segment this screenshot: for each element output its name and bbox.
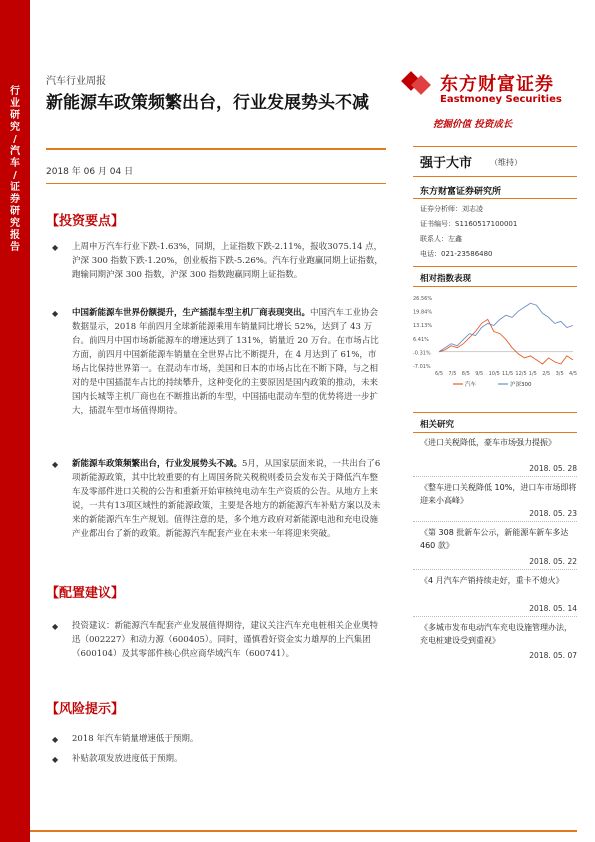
chart-divider [413,266,577,267]
report-date: 2018 年 06 月 04 日 [46,167,134,177]
x-tick-label: 10/5 [488,371,500,377]
report-category: 汽车行业周报 [46,76,106,87]
risk-item-2: 补贴款项发放进度低于预期。 [72,754,183,764]
related-separator [413,569,577,570]
x-tick-label: 6/5 [435,371,444,377]
x-tick-label: 3/5 [555,371,564,377]
invest-item-3: 新能源车政策频繁出台，行业发展势头不减。5月，从国家层面来说，一共出台了6项新能源政策，其中比较重要的有上周国务院关税税则委员会发布关于降低汽车整车及零部件进口关税的公告和重新开始审核纯电动车生产资质的公告。从地方上来说，一共有13项区域性的新能源政策，主要是各地方的新能源汽车补贴方案以及未来的新能源汽车生产规划。值得注意的是，多个地方政府对新能源电池和充电设施产业都出台了新的政策。新能源汽车配套产业在未来一年将迎来突破。 [72,459,381,539]
y-tick-label: 13.13% [413,323,433,330]
related-date-3: 2018. 05. 22 [529,557,577,566]
section-config [46,578,386,600]
section-invest [46,206,386,228]
analyst: 证券分析师：刘志凌 [420,205,483,213]
brand-slogan: 挖掘价值 投资成长 [433,119,513,130]
bullet-icon: ◆ [52,735,59,744]
institute-name: 东方财富证券研究所 [420,187,502,197]
x-tick-label: 8/5 [461,371,470,377]
related-item-4[interactable]: 《4 月汽车产销持续走好，重卡不熄火》 [420,576,564,585]
title-divider [46,148,386,150]
series-line-0 [439,319,573,364]
related-separator [413,616,577,617]
rating-divider-bottom [413,176,577,177]
brand-name-en: Eastmoney Securities [440,94,562,105]
rating-divider-top [413,146,577,147]
cert-number: 证书编号：S1160517100001 [420,220,518,228]
related-date-1: 2018. 05. 28 [529,464,577,473]
related-item-2[interactable]: 《整车进口关税降低 10%，进口车市场即将迎来小高峰》 [420,483,577,505]
risk-item-1: 2018 年汽车销量增速低于预期。 [72,734,199,744]
series-line-1 [439,303,573,352]
invest-item-2: 中国新能源车世界份额提升，生产插混车型主机厂商表现突出。中国汽车工业协会数据显示，2018 年前四月全球新能源乘用车销量同比增长 52%，达到了 43 万台。前四月中国市场新能源车的增速达到了 131%，销量近 20 万台。在市场占比方面，前四月中国新能源车销量在全世界占比不断提升，在 4 月达到了 61%，市场占比保持世界第一。在混动车市场，美国和日本的市场占比在不断下降，与之相对的是中国插混车占比的持续攀升，这种变化的主要原因是国内政策的推动，未来国内长城等主机厂商也在不断推出新的车型，中国插电混动车型的优势将进一步扩大，插混车型市场值得期待。 [72,308,379,416]
bullet-icon: ◆ [52,622,59,631]
relative-index-chart [413,292,577,390]
y-tick-label: 19.84% [413,309,433,316]
x-tick-label: 12/5 [515,371,527,377]
x-tick-label: 11/5 [502,371,514,377]
section-invest-title: 【投资要点】 [46,214,125,229]
page-title: 新能源车政策频繁出台，行业发展势头不减 [46,93,369,113]
bullet-icon: ◆ [52,755,59,764]
chart-title-divider [413,286,577,287]
chart-title: 相对指数表现 [420,274,472,284]
y-tick-label: 6.41% [413,336,429,343]
related-separator [413,521,577,522]
y-tick-label: -0.31% [413,350,431,357]
bullet-icon: ◆ [52,309,59,318]
x-tick-label: 1/5 [528,371,537,377]
institute-divider [413,198,577,199]
section-risk-title: 【风险提示】 [46,702,125,717]
x-tick-label: 7/5 [448,371,457,377]
related-divider [413,412,577,413]
contact: 联系人：左鑫 [420,235,462,243]
rating-sub: （维持） [490,158,522,167]
side-band [0,0,30,842]
bullet-icon: ◆ [52,460,59,469]
x-tick-label: 4/5 [569,371,577,377]
related-title: 相关研究 [420,420,455,430]
side-band-text: 行 业 研 究 / 汽 车 / 证 券 研 究 报 告 [10,86,20,253]
section-risk [46,694,386,716]
related-title-divider [413,432,577,433]
related-item-1[interactable]: 《进口关税降低，豪车市场强力提振》 [420,438,556,447]
related-date-4: 2018. 05. 14 [529,604,577,613]
related-item-3[interactable]: 《第 308 批新车公示，新能源车新车多达460 款》 [420,528,569,550]
legend-label: 汽车 [465,382,477,388]
x-tick-label: 2/5 [542,371,551,377]
related-date-5: 2018. 05. 07 [529,651,577,660]
related-separator [413,476,577,477]
bullet-icon: ◆ [52,243,59,252]
brand-name-cn: 东方财富证券 [440,74,554,95]
config-item-1: 投资建议：新能源汽车配套产业发展值得期待，建议关注汽车充电桩相关企业奥特迅（002227）和动力源（600405）。同时，谨慎看好资金实力雄厚的上汽集团（600104）及其零部件核心供应商华域汽车（600741）。 [72,621,379,659]
related-item-5[interactable]: 《多城市发布电动汽车充电设施管理办法，充电桩建设受到重视》 [420,623,572,645]
related-date-2: 2018. 05. 23 [529,509,577,518]
y-tick-label: -7.01% [413,364,431,370]
brand-logo-icon [400,70,440,98]
date-divider [46,183,386,184]
legend-label: 沪深300 [510,382,532,388]
x-tick-label: 9/5 [475,371,484,377]
invest-item-1: 上周申万汽车行业下跌-1.63%，同期，上证指数下跌-2.11%，报收3075.14 点，沪深 300 指数下跌-1.20%，创业板指下跌-5.26%。汽车行业跑赢同期上证指数，跑输同期沪深 300 指数，沪深 300 指数跑赢同期上证指数。 [72,242,383,280]
y-tick-label: 26.56% [413,296,433,302]
section-config-title: 【配置建议】 [46,586,125,601]
phone: 电话：021-23586480 [420,250,493,258]
footer-rule [30,830,577,832]
rating-label: 强于大市 [420,156,473,171]
